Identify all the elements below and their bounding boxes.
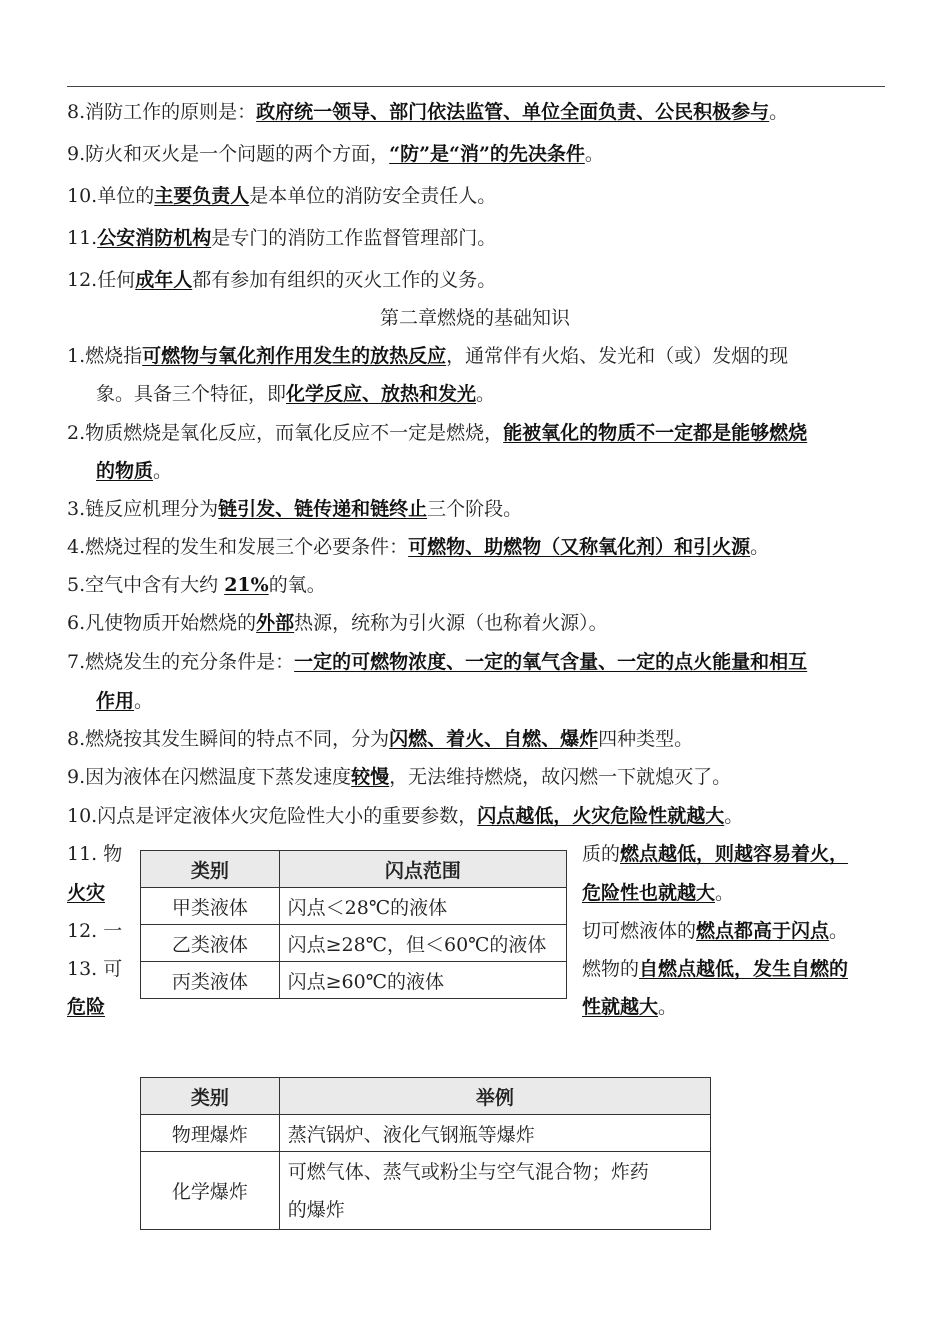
list-item: 9.因为液体在闪燃温度下蒸发速度较慢，无法维持燃烧，故闪燃一下就熄灭了。	[67, 766, 732, 788]
list-item: 10.闪点是评定液体火灾危险性大小的重要参数，闪点越低，火灾危险性就越大。	[67, 805, 744, 827]
table-row	[141, 888, 567, 925]
table-cell: 化学爆炸	[141, 1152, 280, 1230]
flash-point-table	[140, 850, 567, 999]
list-item: 1.燃烧指可燃物与氧化剂作用发生的放热反应，通常伴有火焰、发光和（或）发烟的现	[67, 345, 789, 367]
list-item: 8.燃烧按其发生瞬间的特点不同，分为闪燃、着火、自燃、爆炸四种类型。	[67, 728, 694, 750]
table-cell: 物理爆炸	[141, 1115, 280, 1152]
table-cell: 甲类液体	[141, 888, 280, 925]
left-fragment: 13. 可	[67, 958, 123, 980]
table-cell: 乙类液体	[141, 925, 280, 962]
left-fragment: 火灾	[67, 882, 106, 904]
list-item: 10.单位的主要负责人是本单位的消防安全责任人。	[67, 185, 497, 207]
table-cell: 闪点＜28℃的液体	[279, 888, 566, 925]
table-row	[141, 1152, 711, 1230]
table-header: 类别	[141, 1078, 280, 1115]
list-item: 6.凡使物质开始燃烧的外部热源，统称为引火源（也称着火源）。	[67, 612, 608, 634]
list-item: 7.燃烧发生的充分条件是：一定的可燃物浓度、一定的氧气含量、一定的点火能量和相互	[67, 651, 808, 673]
list-item-continuation: 作用。	[96, 690, 154, 712]
right-fragment: 性就越大。	[582, 996, 678, 1018]
list-item-continuation: 象。具备三个特征，即化学反应、放热和发光。	[96, 383, 496, 405]
table-header-row	[141, 1078, 711, 1115]
list-item: 11.公安消防机构是专门的消防工作监督管理部门。	[67, 227, 497, 249]
table-row	[141, 962, 567, 999]
list-item: 4.燃烧过程的发生和发展三个必要条件：可燃物、助燃物（又称氧化剂）和引火源。	[67, 536, 770, 558]
list-item: 5.空气中含有大约 21%的氧。	[67, 574, 326, 596]
list-item: 2.物质燃烧是氧化反应，而氧化反应不一定是燃烧，能被氧化的物质不一定都是能够燃烧	[67, 422, 808, 444]
table-cell: 闪点≥28℃，但＜60℃的液体	[279, 925, 566, 962]
left-fragment: 11. 物	[67, 843, 123, 865]
table-cell: 闪点≥60℃的液体	[279, 962, 566, 999]
list-item-continuation: 的物质。	[96, 460, 173, 482]
chapter-title: 第二章燃烧的基础知识	[379, 307, 570, 329]
header-rule	[67, 86, 885, 87]
table-row	[141, 1115, 711, 1152]
right-fragment: 切可燃液体的燃点都高于闪点。	[582, 920, 849, 942]
table-header: 举例	[279, 1078, 710, 1115]
right-fragment: 危险性也就越大。	[582, 882, 735, 904]
table-header-row	[141, 851, 567, 888]
right-fragment: 质的燃点越低，则越容易着火，	[582, 843, 849, 865]
table-cell: 可燃气体、蒸气或粉尘与空气混合物；炸药 的爆炸	[279, 1152, 710, 1230]
left-fragment: 12. 一	[67, 920, 123, 942]
table-header: 闪点范围	[279, 851, 566, 888]
list-item: 9.防火和灭火是一个问题的两个方面，“防”是“消”的先决条件。	[67, 143, 604, 165]
list-item: 8.消防工作的原则是：政府统一领导、部门依法监管、单位全面负责、公民积极参与。	[67, 101, 789, 123]
table-cell: 丙类液体	[141, 962, 280, 999]
list-item: 3.链反应机理分为链引发、链传递和链终止三个阶段。	[67, 498, 523, 520]
right-fragment: 燃物的自燃点越低，发生自燃的	[582, 958, 849, 980]
table-header: 类别	[141, 851, 280, 888]
list-item: 12.任何成年人都有参加有组织的灭火工作的义务。	[67, 269, 497, 291]
table-cell: 蒸汽锅炉、液化气钢瓶等爆炸	[279, 1115, 710, 1152]
left-fragment: 危险	[67, 996, 106, 1018]
explosion-table	[140, 1077, 711, 1230]
table-row	[141, 925, 567, 962]
